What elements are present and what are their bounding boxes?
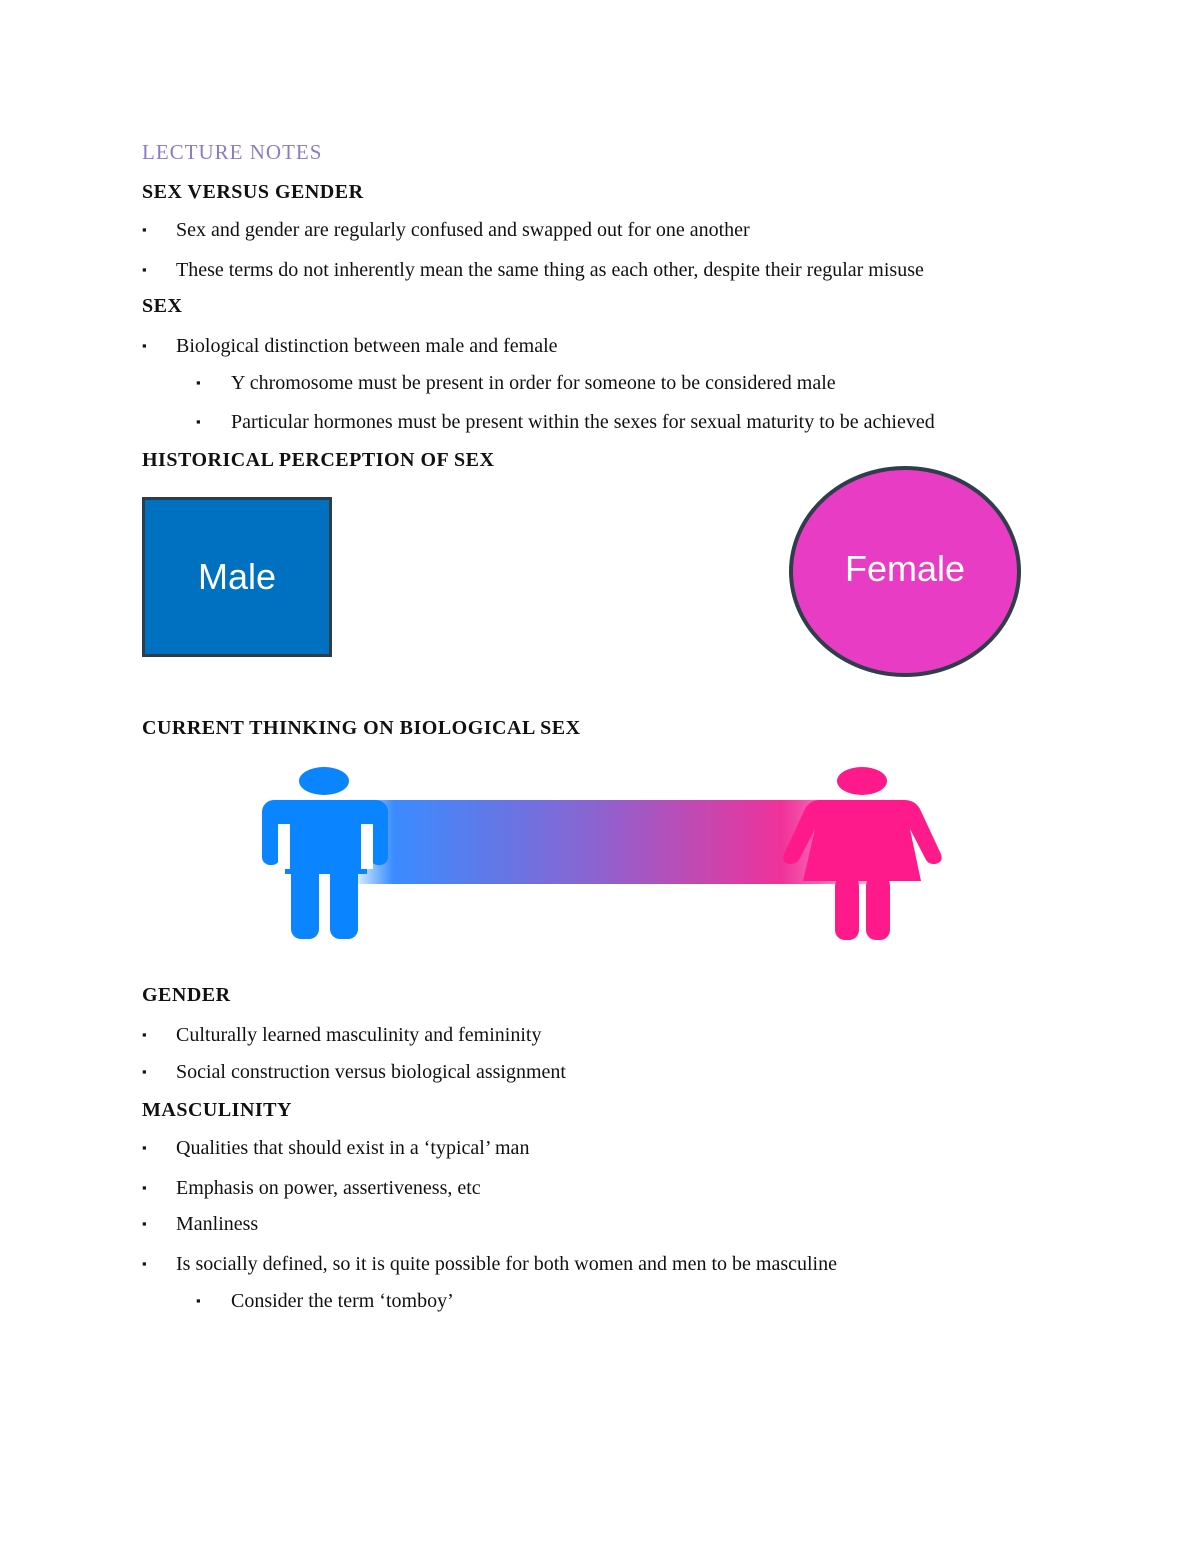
list-item: ▪ Is socially defined, so it is quite possible for both women and men to be masculine <box>142 1253 837 1275</box>
list-item: ▪ These terms do not inherently mean the same thing as each other, despite their regular misuse <box>142 259 924 281</box>
list-item: ▪ Qualities that should exist in a ‘typical’ man <box>142 1137 530 1159</box>
list-item: ▪ Manliness <box>142 1213 259 1235</box>
list-item: ▪ Biological distinction between male and female <box>142 335 558 357</box>
sub-list-item: ▪ Y chromosome must be present in order for someone to be considered male <box>196 372 836 394</box>
sex-spectrum-graphic <box>255 764 945 944</box>
page-title: LECTURE NOTES <box>142 140 323 164</box>
heading-masculinity: MASCULINITY <box>142 1099 292 1121</box>
sub-list-item: ▪ Consider the term ‘tomboy’ <box>196 1290 454 1312</box>
heading-historical-perception: HISTORICAL PERCEPTION OF SEX <box>142 449 495 471</box>
list-item: ▪ Sex and gender are regularly confused and swapped out for one another <box>142 219 750 241</box>
list-item: ▪ Culturally learned masculinity and femininity <box>142 1024 542 1046</box>
heading-current-thinking: CURRENT THINKING ON BIOLOGICAL SEX <box>142 717 581 739</box>
list-item: ▪ Emphasis on power, assertiveness, etc <box>142 1177 481 1199</box>
list-item: ▪ Social construction versus biological assignment <box>142 1061 566 1083</box>
sub-list-item: ▪ Particular hormones must be present within the sexes for sexual maturity to be achieved <box>196 411 935 433</box>
heading-sex: SEX <box>142 295 183 317</box>
heading-gender: GENDER <box>142 984 231 1006</box>
male-box <box>142 497 332 657</box>
male-label: Male <box>197 556 277 597</box>
female-label: Female <box>844 547 966 589</box>
heading-sex-versus-gender: SEX VERSUS GENDER <box>142 181 364 203</box>
female-ellipse <box>789 466 1021 677</box>
